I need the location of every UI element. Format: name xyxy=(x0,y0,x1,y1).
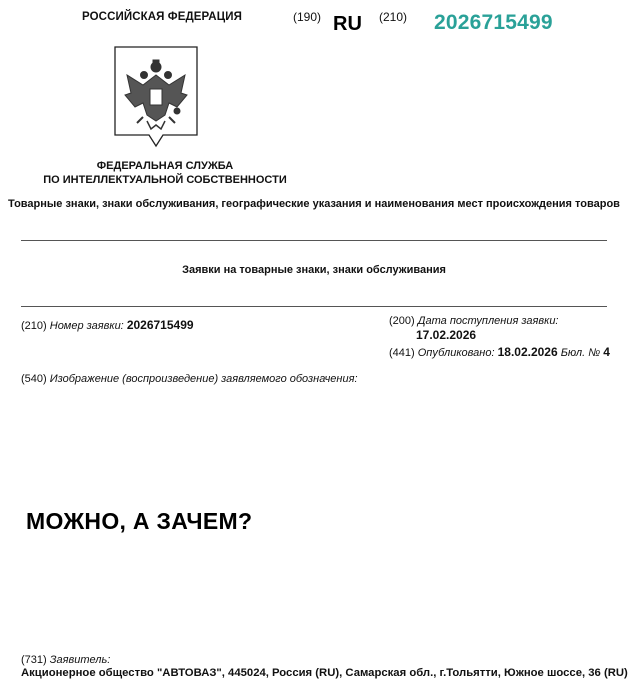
field-label: Изображение (воспроизведение) заявляемого обозначения: xyxy=(49,373,358,385)
field-image xyxy=(21,373,358,385)
field-code: (731) xyxy=(21,654,47,666)
divider-top xyxy=(21,240,607,241)
divider-bottom xyxy=(21,306,607,307)
field-published xyxy=(389,345,610,359)
field-application-number xyxy=(21,318,194,332)
country-code: RU xyxy=(333,13,362,35)
agency-line2: ПО ИНТЕЛЛЕКТУАЛЬНОЙ СОБСТВЕННОСТИ xyxy=(43,173,287,186)
application-number-header: 2026715499 xyxy=(434,11,553,34)
code-190: (190) xyxy=(293,10,322,24)
country-name: РОССИЙСКАЯ ФЕДЕРАЦИЯ xyxy=(82,11,242,23)
bulletin-label: Бюл. № xyxy=(560,347,601,359)
field-label: Опубликовано: xyxy=(417,347,495,359)
field-value: 18.02.2026 xyxy=(497,345,558,359)
trademark-text: МОЖНО, А ЗАЧЕМ? xyxy=(26,508,253,534)
field-value: 2026715499 xyxy=(126,318,194,332)
field-label: Дата поступления заявки: xyxy=(417,315,559,327)
applicant-value: Акционерное общество "АВТОВАЗ", 445024, Россия (RU), Самарская обл., г.Тольятти, Южное шоссе, 36 (RU) xyxy=(21,667,628,679)
russian-coat-of-arms-icon xyxy=(113,45,199,149)
category-title: Товарные знаки, знаки обслуживания, географические указания и наименования мест происхождения товаров xyxy=(8,198,620,210)
field-label: Заявитель: xyxy=(49,654,111,666)
agency-line1: ФЕДЕРАЛЬНАЯ СЛУЖБА xyxy=(96,160,234,172)
agency-name xyxy=(0,160,330,187)
field-value: 17.02.2026 xyxy=(416,328,477,342)
section-title: Заявки на товарные знаки, знаки обслуживания xyxy=(182,264,446,276)
bulletin-number: 4 xyxy=(603,345,610,359)
field-code: (540) xyxy=(21,373,47,385)
filing-date-value-row xyxy=(416,328,476,342)
field-code: (441) xyxy=(389,347,415,359)
field-label: Номер заявки: xyxy=(49,320,124,332)
code-210: (210) xyxy=(379,10,408,24)
field-applicant xyxy=(21,654,628,679)
field-code: (200) xyxy=(389,315,415,327)
field-filing-date xyxy=(389,315,559,327)
field-code: (210) xyxy=(21,320,47,332)
